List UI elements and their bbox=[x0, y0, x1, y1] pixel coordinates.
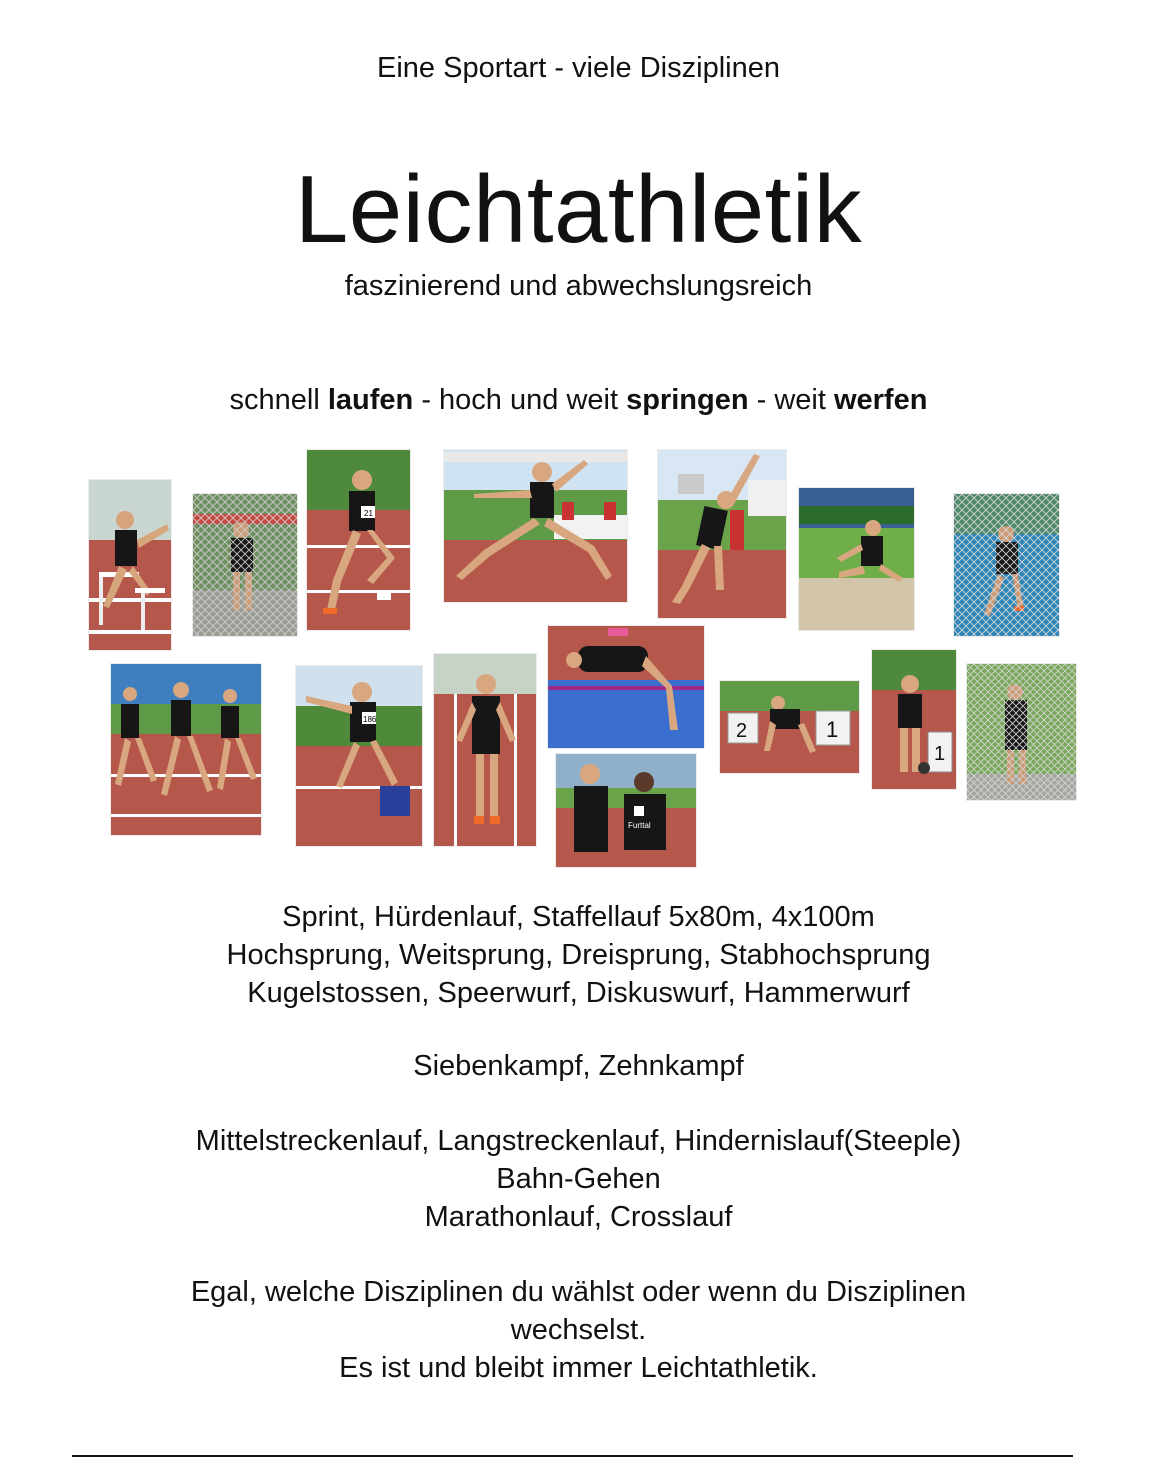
tagline-text-1: schnell bbox=[229, 384, 328, 416]
photo-long-jump-tent bbox=[444, 450, 627, 602]
club-logo-text: Furttal bbox=[628, 821, 651, 830]
closing-line-3: Es ist und bleibt immer Leichtathletik. bbox=[339, 1352, 818, 1384]
tagline-throw: werfen bbox=[833, 384, 928, 416]
svg-text:1: 1 bbox=[934, 743, 946, 765]
endurance-line-3: Marathonlauf, Crosslauf bbox=[424, 1201, 733, 1233]
tagline bbox=[0, 384, 1157, 417]
photo-hurdles bbox=[89, 480, 171, 650]
multi-events-line: Siebenkampf, Zehnkampf bbox=[413, 1050, 744, 1082]
photo-starting-blocks bbox=[720, 681, 859, 773]
photo-discus-cage-1 bbox=[193, 494, 297, 636]
photo-long-jump-takeoff bbox=[658, 450, 786, 618]
photo-sprint-start-21 bbox=[307, 450, 410, 630]
bib-number: 186 bbox=[363, 715, 377, 724]
closing-line-1: Egal, welche Disziplinen du wählst oder wenn du Disziplinen bbox=[190, 1276, 967, 1308]
disciplines-line-jumping: Hochsprung, Weitsprung, Dreisprung, Stabhochsprung bbox=[226, 939, 931, 971]
kicker-text: Eine Sportart - viele Disziplinen bbox=[377, 52, 780, 84]
photo-hammer-cage bbox=[967, 664, 1076, 800]
photo-sprint-race bbox=[111, 664, 261, 835]
disciplines-line-throwing: Kugelstossen, Speerwurf, Diskuswurf, Hammerwurf bbox=[247, 977, 910, 1009]
footer-divider bbox=[72, 1455, 1073, 1457]
endurance-line-2: Bahn-Gehen bbox=[496, 1163, 661, 1195]
subtitle: faszinierend und abwechslungsreich bbox=[344, 270, 813, 302]
photo-long-jump-186 bbox=[296, 666, 422, 846]
tagline-text-3: - weit bbox=[748, 384, 834, 416]
disciplines-list bbox=[0, 898, 1157, 1012]
photo-shot-put bbox=[872, 650, 956, 789]
closing-line-2: wechselst. bbox=[510, 1314, 647, 1346]
page-title: Leichtathletik bbox=[294, 156, 863, 263]
endurance-line-1: Mittelstreckenlauf, Langstreckenlauf, Hindernislauf(Steeple) bbox=[195, 1125, 962, 1157]
tagline-text-2: - hoch und weit bbox=[413, 384, 627, 416]
photo-high-jump bbox=[548, 626, 704, 748]
tagline-run: laufen bbox=[327, 384, 414, 416]
photo-discus-cage-2 bbox=[954, 494, 1059, 636]
endurance-list bbox=[0, 1122, 1157, 1236]
closing-statement bbox=[0, 1273, 1157, 1387]
svg-text:2: 2 bbox=[736, 720, 748, 742]
multi-events bbox=[0, 1047, 1157, 1085]
svg-text:1: 1 bbox=[826, 717, 839, 742]
photo-sand-landing bbox=[799, 488, 914, 630]
bib-number: 21 bbox=[364, 509, 373, 518]
tagline-jump: springen bbox=[626, 384, 749, 416]
photo-runner-finish bbox=[434, 654, 536, 846]
disciplines-line-running: Sprint, Hürdenlauf, Staffellauf 5x80m, 4x100m bbox=[282, 901, 875, 933]
photo-coach-athlete bbox=[556, 754, 696, 867]
